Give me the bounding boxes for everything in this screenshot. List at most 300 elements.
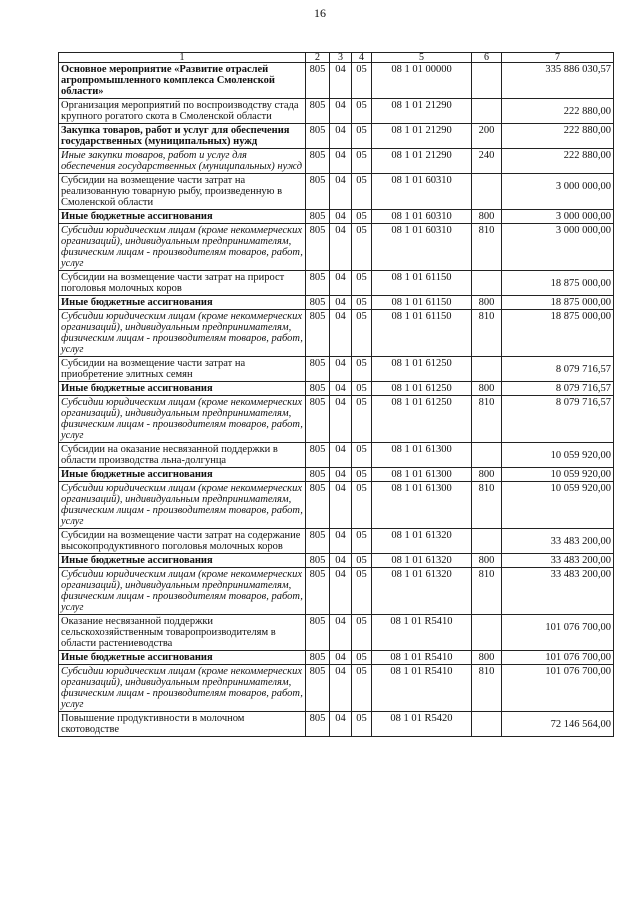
cell-amount-text: 8 079 716,57 xyxy=(555,397,611,408)
cell-amount-text: 222 880,00 xyxy=(563,150,611,161)
table-row xyxy=(59,382,614,396)
cell-subsection-code-text: 05 xyxy=(356,311,367,322)
table-row xyxy=(59,554,614,568)
cell-expense-type-text: 810 xyxy=(478,397,495,408)
table-row xyxy=(59,615,614,651)
cell-ministry-code xyxy=(306,651,330,665)
cell-ministry-code xyxy=(306,482,330,529)
cell-ministry-code xyxy=(306,149,330,174)
cell-ministry-code-text: 805 xyxy=(309,272,326,283)
cell-target-article-text: 08 1 01 R5410 xyxy=(390,652,453,663)
cell-expense-type xyxy=(472,568,502,615)
row-name xyxy=(59,224,306,271)
cell-expense-type xyxy=(472,712,502,737)
cell-subsection-code-text: 05 xyxy=(356,652,367,663)
cell-expense-type-text: 810 xyxy=(478,666,495,677)
row-name xyxy=(59,174,306,210)
cell-target-article-text: 08 1 01 R5420 xyxy=(390,713,453,724)
cell-amount xyxy=(502,124,614,149)
row-name-text: Основное мероприятие «Развитие отраслей агропромышленного комплекса Смоленской области» xyxy=(61,64,275,97)
cell-section-code-text: 04 xyxy=(335,64,346,75)
table-row xyxy=(59,482,614,529)
cell-amount xyxy=(502,712,614,737)
cell-subsection-code-text: 05 xyxy=(356,383,367,394)
cell-section-code-text: 04 xyxy=(335,125,346,136)
cell-section-code xyxy=(330,468,352,482)
cell-expense-type xyxy=(472,615,502,651)
table-row xyxy=(59,149,614,174)
cell-subsection-code xyxy=(352,615,372,651)
cell-subsection-code xyxy=(352,99,372,124)
table-row xyxy=(59,529,614,554)
row-name-text: Субсидии на оказание несвязанной поддержки в области производства льна-долгунца xyxy=(61,444,278,466)
cell-subsection-code xyxy=(352,554,372,568)
cell-ministry-code xyxy=(306,174,330,210)
cell-target-article-text: 08 1 01 61320 xyxy=(391,530,452,541)
cell-expense-type-text: 810 xyxy=(478,569,495,580)
cell-target-article xyxy=(372,174,472,210)
cell-amount-text: 10 059 920,00 xyxy=(550,450,611,461)
cell-subsection-code-text: 05 xyxy=(356,616,367,627)
table-row xyxy=(59,651,614,665)
table-row xyxy=(59,63,614,99)
cell-amount-text: 33 483 200,00 xyxy=(550,536,611,547)
cell-expense-type-text: 240 xyxy=(478,150,495,161)
cell-subsection-code-text: 05 xyxy=(356,100,367,111)
cell-expense-type-text: 800 xyxy=(478,652,495,663)
cell-subsection-code-text: 05 xyxy=(356,125,367,136)
cell-target-article xyxy=(372,124,472,149)
cell-target-article-text: 08 1 01 61150 xyxy=(391,311,452,322)
cell-target-article xyxy=(372,443,472,468)
cell-ministry-code-text: 805 xyxy=(309,297,326,308)
cell-target-article-text: 08 1 01 61250 xyxy=(391,397,452,408)
row-name xyxy=(59,529,306,554)
table-row xyxy=(59,296,614,310)
cell-target-article xyxy=(372,615,472,651)
row-name-text: Иные бюджетные ассигнования xyxy=(61,469,213,480)
cell-subsection-code-text: 05 xyxy=(356,64,367,75)
cell-ministry-code-text: 805 xyxy=(309,175,326,186)
cell-amount xyxy=(502,224,614,271)
row-name xyxy=(59,651,306,665)
row-name xyxy=(59,357,306,382)
cell-section-code-text: 04 xyxy=(335,358,346,369)
cell-ministry-code xyxy=(306,468,330,482)
cell-target-article xyxy=(372,224,472,271)
cell-expense-type xyxy=(472,210,502,224)
header-row xyxy=(59,53,614,63)
cell-amount-text: 18 875 000,00 xyxy=(550,297,611,308)
column-number: 5 xyxy=(372,53,472,63)
cell-target-article xyxy=(372,63,472,99)
table-row xyxy=(59,271,614,296)
cell-subsection-code xyxy=(352,210,372,224)
cell-ministry-code-text: 805 xyxy=(309,555,326,566)
cell-amount-text: 222 880,00 xyxy=(563,106,611,117)
cell-ministry-code-text: 805 xyxy=(309,383,326,394)
cell-section-code xyxy=(330,124,352,149)
cell-target-article-text: 08 1 01 21290 xyxy=(391,100,452,111)
cell-section-code xyxy=(330,149,352,174)
cell-target-article xyxy=(372,99,472,124)
table-row xyxy=(59,357,614,382)
cell-amount-text: 3 000 000,00 xyxy=(555,181,611,192)
cell-amount-text: 33 483 200,00 xyxy=(550,555,611,566)
cell-target-article-text: 08 1 01 61150 xyxy=(391,297,452,308)
cell-target-article xyxy=(372,529,472,554)
cell-expense-type-text: 810 xyxy=(478,225,495,236)
cell-expense-type xyxy=(472,271,502,296)
row-name-text: Субсидии юридическим лицам (кроме некоммерческих организаций), индивидуальным предпринимателям, физическим лицам - производителям товаров, работ, услуг xyxy=(61,666,303,710)
cell-section-code xyxy=(330,224,352,271)
cell-subsection-code-text: 05 xyxy=(356,175,367,186)
row-name xyxy=(59,568,306,615)
cell-amount-text: 222 880,00 xyxy=(563,125,611,136)
cell-section-code xyxy=(330,357,352,382)
cell-subsection-code-text: 05 xyxy=(356,444,367,455)
cell-amount xyxy=(502,396,614,443)
cell-subsection-code xyxy=(352,468,372,482)
cell-expense-type xyxy=(472,554,502,568)
cell-ministry-code-text: 805 xyxy=(309,713,326,724)
cell-expense-type xyxy=(472,529,502,554)
row-name-text: Субсидии на возмещение части затрат на прирост поголовья молочных коров xyxy=(61,272,285,294)
cell-subsection-code-text: 05 xyxy=(356,150,367,161)
cell-target-article-text: 08 1 01 00000 xyxy=(391,64,452,75)
cell-section-code-text: 04 xyxy=(335,383,346,394)
cell-amount-text: 3 000 000,00 xyxy=(555,211,611,222)
cell-section-code-text: 04 xyxy=(335,530,346,541)
cell-amount xyxy=(502,296,614,310)
cell-section-code-text: 04 xyxy=(335,666,346,677)
table-row xyxy=(59,99,614,124)
cell-subsection-code-text: 05 xyxy=(356,297,367,308)
cell-target-article xyxy=(372,651,472,665)
cell-section-code-text: 04 xyxy=(335,311,346,322)
cell-expense-type xyxy=(472,382,502,396)
cell-expense-type xyxy=(472,665,502,712)
cell-amount-text: 33 483 200,00 xyxy=(550,569,611,580)
cell-subsection-code xyxy=(352,665,372,712)
cell-ministry-code xyxy=(306,529,330,554)
budget-table xyxy=(58,52,614,737)
cell-target-article-text: 08 1 01 61300 xyxy=(391,483,452,494)
cell-ministry-code-text: 805 xyxy=(309,225,326,236)
cell-amount-text: 8 079 716,57 xyxy=(555,364,611,375)
row-name-text: Иные бюджетные ассигнования xyxy=(61,297,213,308)
cell-target-article-text: 08 1 01 61300 xyxy=(391,469,452,480)
cell-section-code xyxy=(330,712,352,737)
cell-section-code xyxy=(330,310,352,357)
table-row xyxy=(59,443,614,468)
cell-section-code-text: 04 xyxy=(335,100,346,111)
row-name xyxy=(59,482,306,529)
cell-target-article-text: 08 1 01 61250 xyxy=(391,383,452,394)
cell-ministry-code xyxy=(306,712,330,737)
cell-amount-text: 3 000 000,00 xyxy=(555,225,611,236)
cell-amount-text: 10 059 920,00 xyxy=(550,483,611,494)
cell-expense-type xyxy=(472,224,502,271)
cell-expense-type xyxy=(472,99,502,124)
cell-section-code xyxy=(330,174,352,210)
row-name xyxy=(59,615,306,651)
cell-ministry-code xyxy=(306,443,330,468)
row-name xyxy=(59,396,306,443)
cell-subsection-code xyxy=(352,224,372,271)
cell-amount xyxy=(502,174,614,210)
cell-expense-type xyxy=(472,310,502,357)
cell-section-code-text: 04 xyxy=(335,150,346,161)
page-number: 16 xyxy=(314,6,326,20)
cell-target-article-text: 08 1 01 61320 xyxy=(391,555,452,566)
cell-section-code xyxy=(330,443,352,468)
cell-section-code xyxy=(330,482,352,529)
row-name xyxy=(59,296,306,310)
cell-expense-type-text: 810 xyxy=(478,483,495,494)
cell-section-code xyxy=(330,63,352,99)
cell-target-article-text: 08 1 01 60310 xyxy=(391,225,452,236)
row-name xyxy=(59,210,306,224)
cell-expense-type xyxy=(472,482,502,529)
cell-expense-type xyxy=(472,651,502,665)
cell-subsection-code-text: 05 xyxy=(356,713,367,724)
row-name-text: Оказание несвязанной поддержки сельскохозяйственным товаропроизводителям в области растениеводства xyxy=(61,616,276,649)
row-name xyxy=(59,554,306,568)
row-name-text: Закупка товаров, работ и услуг для обеспечения государственных (муниципальных) нужд xyxy=(61,125,290,147)
row-name-text: Иные закупки товаров, работ и услуг для обеспечения государственных (муниципальных) нужд xyxy=(61,150,303,172)
cell-amount-text: 18 875 000,00 xyxy=(550,311,611,322)
column-number: 1 xyxy=(59,53,306,63)
cell-target-article-text: 08 1 01 60310 xyxy=(391,175,452,186)
row-name xyxy=(59,443,306,468)
cell-expense-type xyxy=(472,468,502,482)
cell-ministry-code xyxy=(306,271,330,296)
cell-amount-text: 10 059 920,00 xyxy=(550,469,611,480)
cell-section-code xyxy=(330,651,352,665)
cell-section-code-text: 04 xyxy=(335,569,346,580)
cell-section-code-text: 04 xyxy=(335,397,346,408)
cell-expense-type-text: 800 xyxy=(478,469,495,480)
cell-section-code xyxy=(330,554,352,568)
cell-ministry-code xyxy=(306,554,330,568)
row-name xyxy=(59,271,306,296)
cell-subsection-code xyxy=(352,296,372,310)
cell-section-code-text: 04 xyxy=(335,175,346,186)
cell-subsection-code-text: 05 xyxy=(356,272,367,283)
cell-amount-text: 18 875 000,00 xyxy=(550,278,611,289)
cell-target-article xyxy=(372,296,472,310)
cell-target-article-text: 08 1 01 60310 xyxy=(391,211,452,222)
row-name-text: Повышение продуктивности в молочном скотоводстве xyxy=(61,713,245,735)
cell-ministry-code-text: 805 xyxy=(309,100,326,111)
cell-target-article xyxy=(372,271,472,296)
cell-expense-type xyxy=(472,296,502,310)
column-number: 3 xyxy=(330,53,352,63)
cell-amount-text: 101 076 700,00 xyxy=(545,652,611,663)
table-row xyxy=(59,210,614,224)
cell-ministry-code xyxy=(306,63,330,99)
cell-amount xyxy=(502,568,614,615)
cell-section-code-text: 04 xyxy=(335,444,346,455)
cell-subsection-code xyxy=(352,568,372,615)
cell-section-code-text: 04 xyxy=(335,297,346,308)
cell-ministry-code-text: 805 xyxy=(309,358,326,369)
cell-subsection-code-text: 05 xyxy=(356,666,367,677)
cell-target-article xyxy=(372,310,472,357)
cell-subsection-code-text: 05 xyxy=(356,555,367,566)
row-name-text: Субсидии на возмещение части затрат на содержание высокопродуктивного поголовья молочных коров xyxy=(61,530,301,552)
cell-expense-type-text: 800 xyxy=(478,211,495,222)
cell-target-article-text: 08 1 01 R5410 xyxy=(390,616,453,627)
cell-subsection-code-text: 05 xyxy=(356,469,367,480)
row-name-text: Субсидии на возмещение части затрат на приобретение элитных семян xyxy=(61,358,246,380)
cell-amount xyxy=(502,149,614,174)
cell-target-article-text: 08 1 01 61250 xyxy=(391,358,452,369)
column-number: 7 xyxy=(502,53,614,63)
cell-section-code xyxy=(330,382,352,396)
cell-amount-text: 101 076 700,00 xyxy=(545,622,611,633)
cell-ministry-code-text: 805 xyxy=(309,211,326,222)
row-name-text: Иные бюджетные ассигнования xyxy=(61,383,213,394)
table-row xyxy=(59,224,614,271)
cell-expense-type-text: 800 xyxy=(478,383,495,394)
cell-amount xyxy=(502,529,614,554)
cell-subsection-code xyxy=(352,651,372,665)
row-name xyxy=(59,99,306,124)
cell-subsection-code xyxy=(352,712,372,737)
cell-expense-type-text: 200 xyxy=(478,125,495,136)
cell-section-code xyxy=(330,665,352,712)
cell-ministry-code-text: 805 xyxy=(309,666,326,677)
cell-expense-type xyxy=(472,396,502,443)
cell-ministry-code-text: 805 xyxy=(309,444,326,455)
row-name-text: Субсидии юридическим лицам (кроме некоммерческих организаций), индивидуальным предпринимателям, физическим лицам - производителям товаров, работ, услуг xyxy=(61,569,303,613)
cell-target-article xyxy=(372,382,472,396)
cell-expense-type xyxy=(472,174,502,210)
table-row xyxy=(59,468,614,482)
cell-amount xyxy=(502,310,614,357)
cell-subsection-code xyxy=(352,382,372,396)
row-name-text: Субсидии юридическим лицам (кроме некоммерческих организаций), индивидуальным предпринимателям, физическим лицам - производителям товаров, работ, услуг xyxy=(61,225,303,269)
cell-section-code-text: 04 xyxy=(335,483,346,494)
row-name-text: Субсидии на возмещение части затрат на реализованную товарную рыбу, произведенную в Смоленской области xyxy=(61,175,283,208)
cell-subsection-code xyxy=(352,63,372,99)
cell-amount xyxy=(502,554,614,568)
cell-amount-text: 72 146 564,00 xyxy=(550,719,611,730)
cell-section-code-text: 04 xyxy=(335,225,346,236)
cell-target-article xyxy=(372,554,472,568)
cell-expense-type xyxy=(472,63,502,99)
cell-section-code-text: 04 xyxy=(335,616,346,627)
cell-amount xyxy=(502,651,614,665)
cell-section-code xyxy=(330,529,352,554)
row-name xyxy=(59,382,306,396)
row-name xyxy=(59,63,306,99)
cell-section-code-text: 04 xyxy=(335,555,346,566)
cell-section-code xyxy=(330,568,352,615)
cell-subsection-code-text: 05 xyxy=(356,530,367,541)
column-number: 4 xyxy=(352,53,372,63)
cell-ministry-code xyxy=(306,99,330,124)
cell-ministry-code-text: 805 xyxy=(309,483,326,494)
cell-amount xyxy=(502,63,614,99)
cell-expense-type-text: 800 xyxy=(478,297,495,308)
row-name-text: Субсидии юридическим лицам (кроме некоммерческих организаций), индивидуальным предпринимателям, физическим лицам - производителям товаров, работ, услуг xyxy=(61,397,303,441)
row-name xyxy=(59,310,306,357)
cell-amount-text: 101 076 700,00 xyxy=(545,666,611,677)
cell-ministry-code xyxy=(306,396,330,443)
cell-subsection-code-text: 05 xyxy=(356,211,367,222)
cell-subsection-code xyxy=(352,271,372,296)
cell-target-article xyxy=(372,149,472,174)
cell-ministry-code xyxy=(306,124,330,149)
cell-subsection-code xyxy=(352,357,372,382)
cell-expense-type xyxy=(472,124,502,149)
cell-ministry-code-text: 805 xyxy=(309,616,326,627)
cell-expense-type xyxy=(472,357,502,382)
table-row xyxy=(59,174,614,210)
cell-subsection-code xyxy=(352,310,372,357)
cell-section-code-text: 04 xyxy=(335,652,346,663)
cell-subsection-code-text: 05 xyxy=(356,225,367,236)
cell-amount xyxy=(502,99,614,124)
cell-section-code-text: 04 xyxy=(335,713,346,724)
cell-section-code-text: 04 xyxy=(335,211,346,222)
column-number: 6 xyxy=(472,53,502,63)
cell-amount xyxy=(502,482,614,529)
row-name-text: Субсидии юридическим лицам (кроме некоммерческих организаций), индивидуальным предпринимателям, физическим лицам - производителям товаров, работ, услуг xyxy=(61,483,303,527)
cell-section-code xyxy=(330,210,352,224)
cell-target-article xyxy=(372,712,472,737)
cell-ministry-code-text: 805 xyxy=(309,150,326,161)
cell-target-article-text: 08 1 01 61300 xyxy=(391,444,452,455)
cell-subsection-code xyxy=(352,174,372,210)
cell-ministry-code-text: 805 xyxy=(309,125,326,136)
row-name-text: Иные бюджетные ассигнования xyxy=(61,211,213,222)
cell-target-article xyxy=(372,568,472,615)
cell-ministry-code xyxy=(306,357,330,382)
table-row xyxy=(59,665,614,712)
cell-amount xyxy=(502,443,614,468)
cell-section-code xyxy=(330,271,352,296)
cell-subsection-code xyxy=(352,149,372,174)
row-name xyxy=(59,149,306,174)
row-name-text: Иные бюджетные ассигнования xyxy=(61,652,213,663)
cell-expense-type xyxy=(472,443,502,468)
cell-amount xyxy=(502,210,614,224)
cell-ministry-code xyxy=(306,382,330,396)
cell-amount xyxy=(502,468,614,482)
cell-expense-type-text: 810 xyxy=(478,311,495,322)
cell-ministry-code xyxy=(306,224,330,271)
row-name xyxy=(59,468,306,482)
cell-amount-text: 8 079 716,57 xyxy=(555,383,611,394)
cell-subsection-code-text: 05 xyxy=(356,358,367,369)
cell-ministry-code xyxy=(306,310,330,357)
table-row xyxy=(59,568,614,615)
cell-section-code xyxy=(330,296,352,310)
cell-target-article xyxy=(372,468,472,482)
row-name-text: Субсидии юридическим лицам (кроме некоммерческих организаций), индивидуальным предпринимателям, физическим лицам - производителям товаров, работ, услуг xyxy=(61,311,303,355)
cell-amount xyxy=(502,357,614,382)
cell-amount xyxy=(502,665,614,712)
row-name-text: Иные бюджетные ассигнования xyxy=(61,555,213,566)
cell-target-article-text: 08 1 01 61320 xyxy=(391,569,452,580)
cell-target-article-text: 08 1 01 21290 xyxy=(391,150,452,161)
cell-amount-text: 335 886 030,57 xyxy=(545,64,611,75)
table-row xyxy=(59,396,614,443)
